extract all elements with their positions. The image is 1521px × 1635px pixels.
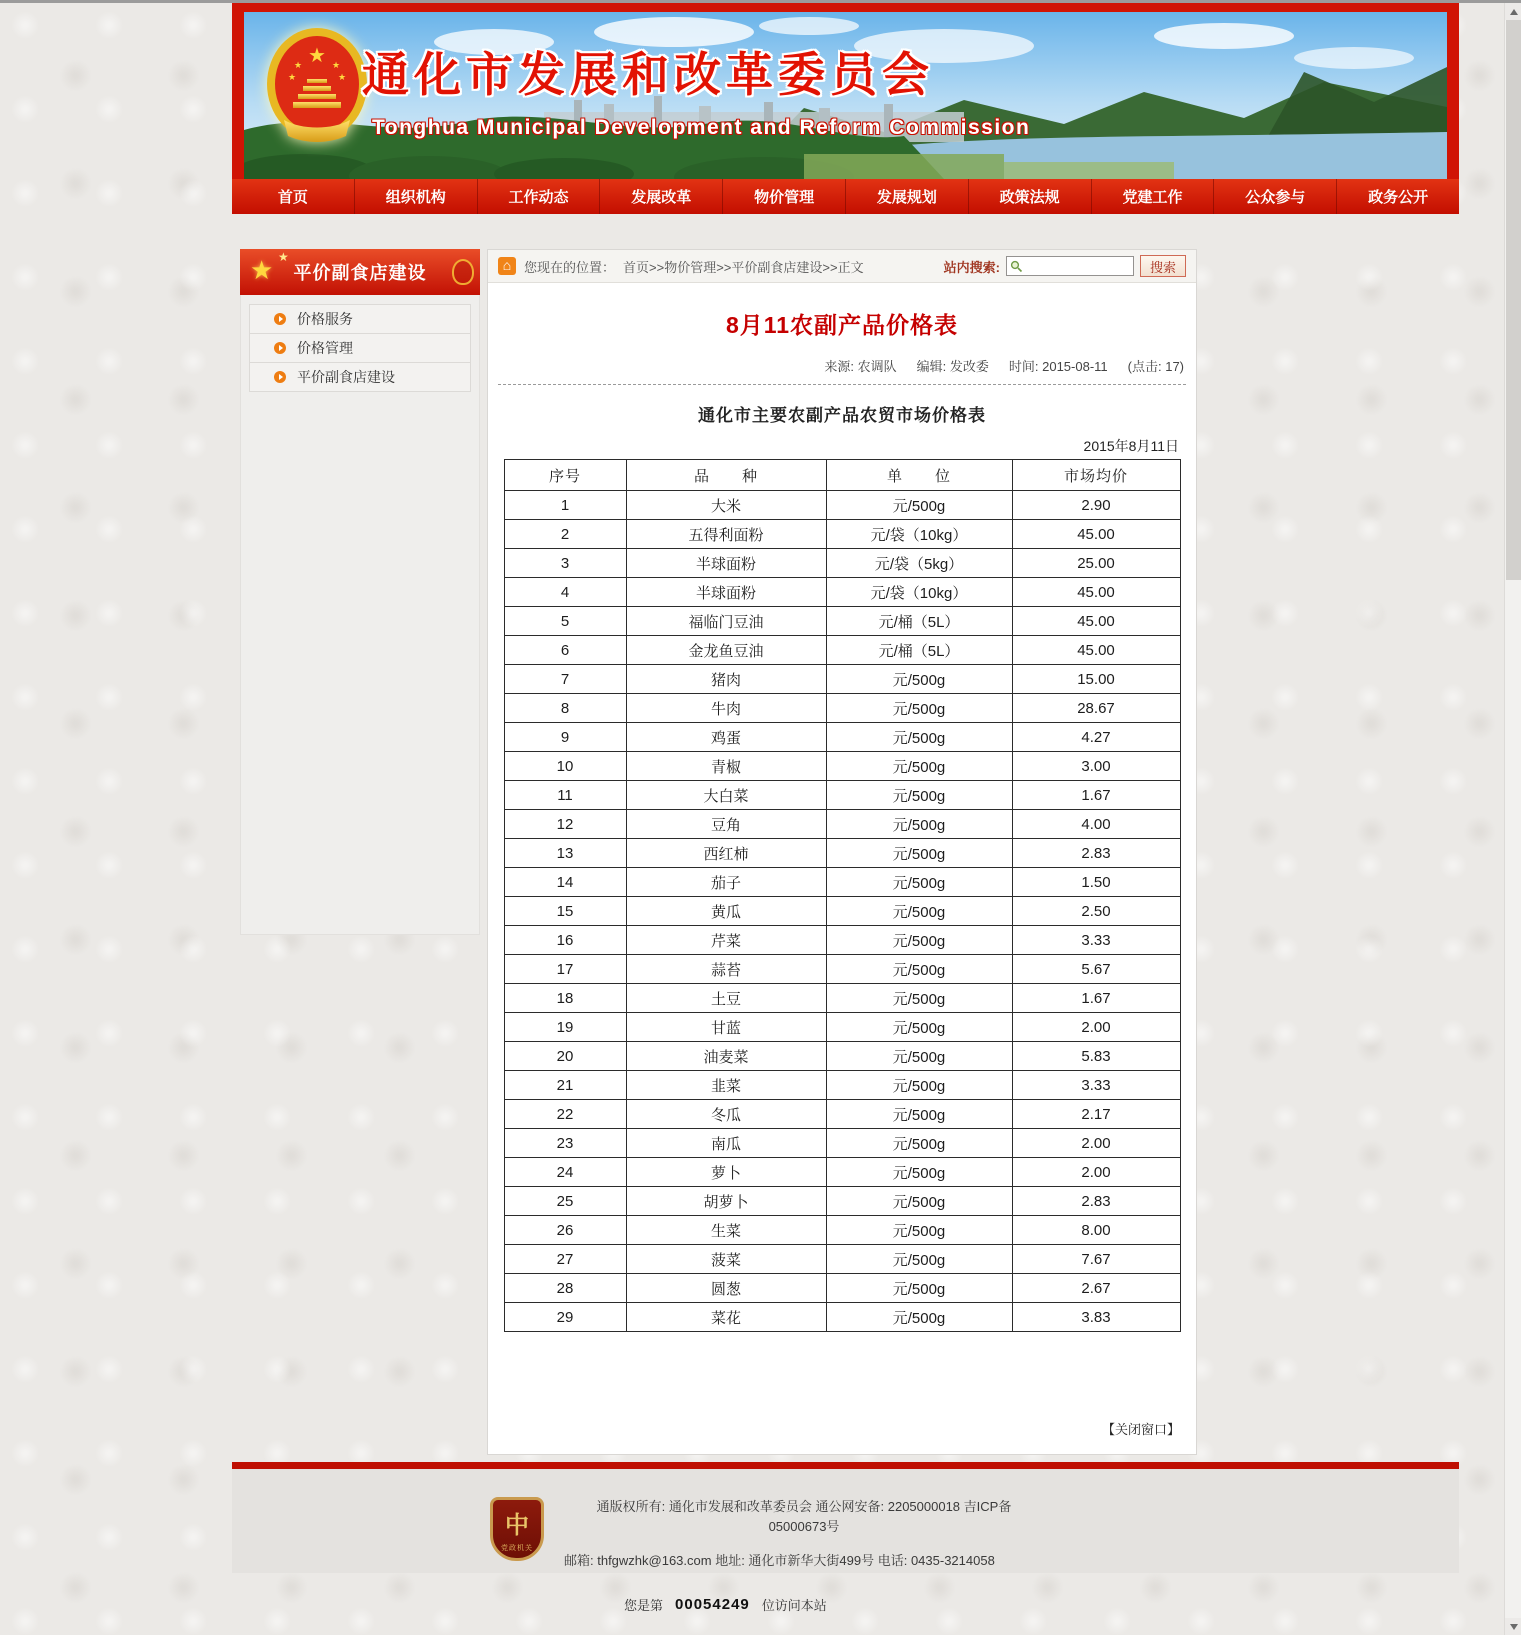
table-row <box>504 781 1180 810</box>
content-panel <box>487 249 1197 1455</box>
table-cell: 22 <box>504 1100 626 1129</box>
table-cell: 18 <box>504 984 626 1013</box>
svg-text:★: ★ <box>287 73 297 83</box>
table-row <box>504 868 1180 897</box>
nav-item-3[interactable]: 发展改革 <box>600 179 723 214</box>
table-cell: 元/500g <box>826 868 1012 897</box>
search-label: 站内搜索: <box>943 259 1000 275</box>
arrow-circle-icon <box>274 371 286 383</box>
table-cell: 元/500g <box>826 1013 1012 1042</box>
column-header: 单 位 <box>826 460 1012 491</box>
table-cell: 15.00 <box>1012 665 1180 694</box>
footer-red-bar <box>232 1462 1459 1469</box>
table-cell: 豆角 <box>626 810 826 839</box>
badge-glyph: 中 <box>505 1512 529 1539</box>
table-cell: 3.33 <box>1012 926 1180 955</box>
party-government-badge-icon <box>490 1497 544 1561</box>
table-cell: 猪肉 <box>626 665 826 694</box>
table-cell: 元/500g <box>826 926 1012 955</box>
scroll-up-button[interactable] <box>1505 3 1521 20</box>
table-cell: 3.00 <box>1012 752 1180 781</box>
table-cell: 10 <box>504 752 626 781</box>
table-cell: 21 <box>504 1071 626 1100</box>
table-cell: 元/500g <box>826 810 1012 839</box>
table-cell: 8 <box>504 694 626 723</box>
table-cell: 冬瓜 <box>626 1100 826 1129</box>
table-cell: 17 <box>504 955 626 984</box>
table-cell: 9 <box>504 723 626 752</box>
table-cell: 甘蓝 <box>626 1013 826 1042</box>
table-cell: 生菜 <box>626 1216 826 1245</box>
table-cell: 7 <box>504 665 626 694</box>
table-row <box>504 752 1180 781</box>
national-emblem-icon <box>262 24 372 150</box>
table-cell: 2.90 <box>1012 491 1180 520</box>
star-icon: ★ <box>250 255 275 285</box>
table-cell: 半球面粉 <box>626 549 826 578</box>
table-cell: 2.00 <box>1012 1158 1180 1187</box>
column-header: 品 种 <box>626 460 826 491</box>
search-input-box <box>1006 256 1134 276</box>
table-cell: 27 <box>504 1245 626 1274</box>
table-cell: 19 <box>504 1013 626 1042</box>
table-cell: 元/500g <box>826 1303 1012 1332</box>
search-button[interactable]: 搜索 <box>1140 255 1186 277</box>
price-table <box>504 459 1181 1332</box>
table-row <box>504 1274 1180 1303</box>
table-cell: 5 <box>504 607 626 636</box>
counter-suffix: 位访问本站 <box>761 1598 827 1613</box>
table-cell: 元/500g <box>826 1187 1012 1216</box>
price-table-date: 2015年8月11日 <box>1083 438 1179 454</box>
footer-copyright-line2: 05000673号 <box>768 1519 840 1535</box>
svg-text:★: ★ <box>331 61 341 71</box>
table-row <box>504 665 1180 694</box>
table-cell: 元/500g <box>826 1129 1012 1158</box>
table-row <box>504 1158 1180 1187</box>
table-row <box>504 520 1180 549</box>
table-cell: 29 <box>504 1303 626 1332</box>
table-cell: 3 <box>504 549 626 578</box>
svg-text:★: ★ <box>308 43 326 67</box>
table-cell: 韭菜 <box>626 1071 826 1100</box>
table-cell: 2.67 <box>1012 1274 1180 1303</box>
table-row <box>504 810 1180 839</box>
table-row <box>504 955 1180 984</box>
sidebar-item-2[interactable] <box>249 362 471 392</box>
site-search <box>944 255 1186 277</box>
table-row <box>504 897 1180 926</box>
table-cell: 2.83 <box>1012 839 1180 868</box>
scrollbar[interactable] <box>1504 3 1521 1635</box>
table-cell: 23 <box>504 1129 626 1158</box>
table-cell: 元/500g <box>826 781 1012 810</box>
table-cell: 元/500g <box>826 1274 1012 1303</box>
breadcrumb-label: 您现在的位置： <box>524 259 616 275</box>
table-cell: 28.67 <box>1012 694 1180 723</box>
article-meta <box>488 356 1196 375</box>
table-cell: 大白菜 <box>626 781 826 810</box>
star-icon: ★ <box>278 250 290 264</box>
table-cell: 元/500g <box>826 752 1012 781</box>
site-banner <box>232 3 1459 179</box>
table-row <box>504 839 1180 868</box>
table-cell: 16 <box>504 926 626 955</box>
nav-item-5[interactable]: 发展规划 <box>846 179 969 214</box>
table-cell: 牛肉 <box>626 694 826 723</box>
table-cell: 五得利面粉 <box>626 520 826 549</box>
table-cell: 萝卜 <box>626 1158 826 1187</box>
table-cell: 26 <box>504 1216 626 1245</box>
nav-item-2[interactable]: 工作动态 <box>478 179 601 214</box>
column-header: 市场均价 <box>1012 460 1180 491</box>
table-cell: 1 <box>504 491 626 520</box>
svg-text:★: ★ <box>337 73 347 83</box>
table-cell: 3.33 <box>1012 1071 1180 1100</box>
sidebar-item-label: 平价副食店建设 <box>297 369 395 385</box>
table-row <box>504 1303 1180 1332</box>
nav-item-0[interactable]: 首页 <box>232 179 355 214</box>
chevron-up-icon <box>1510 9 1518 15</box>
scrollbar-thumb[interactable] <box>1506 20 1521 580</box>
counter-prefix: 您是第 <box>624 1598 664 1613</box>
table-row <box>504 1245 1180 1274</box>
table-cell: 元/500g <box>826 723 1012 752</box>
table-cell: 元/500g <box>826 1158 1012 1187</box>
table-cell: 圆葱 <box>626 1274 826 1303</box>
sidebar-item-label: 价格管理 <box>297 340 353 356</box>
banner-landscape-image <box>244 12 1447 179</box>
table-cell: 4.00 <box>1012 810 1180 839</box>
table-cell: 蒜苔 <box>626 955 826 984</box>
search-icon <box>1010 260 1023 273</box>
sidebar-header <box>240 249 480 295</box>
table-cell: 元/500g <box>826 839 1012 868</box>
sidebar <box>240 249 480 935</box>
footer-copyright-line1: 通版权所有: 通化市发展和改革委员会 通公网安备: 2205000018 吉ICP备 <box>596 1499 1012 1514</box>
price-table-body <box>504 491 1180 1332</box>
table-cell: 1.50 <box>1012 868 1180 897</box>
table-cell: 8.00 <box>1012 1216 1180 1245</box>
table-row <box>504 549 1180 578</box>
table-row <box>504 723 1180 752</box>
table-row <box>504 636 1180 665</box>
table-row <box>504 694 1180 723</box>
table-cell: 元/500g <box>826 665 1012 694</box>
table-cell: 1.67 <box>1012 781 1180 810</box>
table-cell: 12 <box>504 810 626 839</box>
meta-time: 时间: 2015-08-11 <box>1008 359 1108 374</box>
footer-contact: 邮箱: thfgwzhk@163.com 地址: 通化市新华大街499号 电话: 0435-3214058 <box>564 1553 995 1569</box>
table-row <box>504 578 1180 607</box>
table-cell: 15 <box>504 897 626 926</box>
arrow-circle-icon <box>274 313 286 325</box>
table-cell: 元/500g <box>826 984 1012 1013</box>
table-cell: 7.67 <box>1012 1245 1180 1274</box>
table-cell: 元/桶（5L） <box>826 607 1012 636</box>
table-row <box>504 1042 1180 1071</box>
table-cell: 20 <box>504 1042 626 1071</box>
nav-item-6[interactable]: 政策法规 <box>969 179 1092 214</box>
table-row <box>504 491 1180 520</box>
sidebar-item-0[interactable] <box>249 304 471 334</box>
table-cell: 4.27 <box>1012 723 1180 752</box>
badge-label: 党政机关 <box>501 1545 533 1552</box>
meta-clicks: (点击: 17) <box>1127 359 1184 374</box>
divider <box>498 384 1186 385</box>
search-input[interactable] <box>1025 257 1131 275</box>
nav-item-7[interactable]: 党建工作 <box>1092 179 1215 214</box>
table-cell: 南瓜 <box>626 1129 826 1158</box>
svg-text:★: ★ <box>293 61 303 71</box>
table-cell: 11 <box>504 781 626 810</box>
table-cell: 2.00 <box>1012 1013 1180 1042</box>
table-row <box>504 1013 1180 1042</box>
table-cell: 5.83 <box>1012 1042 1180 1071</box>
nav-item-9[interactable]: 政务公开 <box>1368 189 1429 206</box>
table-cell: 元/500g <box>826 1216 1012 1245</box>
table-cell: 2.83 <box>1012 1187 1180 1216</box>
table-row <box>504 984 1180 1013</box>
table-cell: 24 <box>504 1158 626 1187</box>
table-row <box>504 1071 1180 1100</box>
table-cell: 元/袋（5kg） <box>826 549 1012 578</box>
meta-source: 来源: 农调队 <box>824 359 897 374</box>
table-cell: 菜花 <box>626 1303 826 1332</box>
home-icon[interactable]: ⌂ <box>498 257 516 275</box>
close-window-link[interactable]: 【关闭窗口】 <box>1101 1422 1180 1437</box>
table-cell: 1.67 <box>1012 984 1180 1013</box>
breadcrumb[interactable]: 首页>>物价管理>>平价副食店建设>>正文 <box>623 259 864 275</box>
sidebar-item-1[interactable] <box>249 333 471 363</box>
table-cell: 芹菜 <box>626 926 826 955</box>
column-header: 序号 <box>504 460 626 491</box>
price-table-head-row <box>504 460 1180 491</box>
site-title-english: Tonghua Municipal Development and Reform Commission <box>372 116 1031 139</box>
table-cell: 半球面粉 <box>626 578 826 607</box>
table-row <box>504 1187 1180 1216</box>
table-cell: 元/500g <box>826 897 1012 926</box>
arrow-circle-icon <box>274 342 286 354</box>
table-row <box>504 926 1180 955</box>
table-cell: 大米 <box>626 491 826 520</box>
lantern-icon <box>452 259 474 285</box>
price-table-title: 通化市主要农副产品农贸市场价格表 <box>698 406 986 425</box>
table-cell: 福临门豆油 <box>626 607 826 636</box>
table-cell: 元/500g <box>826 1245 1012 1274</box>
table-cell: 金龙鱼豆油 <box>626 636 826 665</box>
table-cell: 25.00 <box>1012 549 1180 578</box>
table-cell: 油麦菜 <box>626 1042 826 1071</box>
table-cell: 元/500g <box>826 1071 1012 1100</box>
nav-item-8[interactable]: 公众参与 <box>1214 179 1337 214</box>
table-row <box>504 1129 1180 1158</box>
meta-editor: 编辑: 发改委 <box>916 359 989 374</box>
table-cell: 元/500g <box>826 1042 1012 1071</box>
table-cell: 土豆 <box>626 984 826 1013</box>
table-cell: 28 <box>504 1274 626 1303</box>
nav-item-1[interactable]: 组织机构 <box>355 179 478 214</box>
counter-number: 00054249 <box>675 1596 750 1613</box>
table-row <box>504 607 1180 636</box>
table-cell: 元/桶（5L） <box>826 636 1012 665</box>
table-cell: 鸡蛋 <box>626 723 826 752</box>
table-cell: 2 <box>504 520 626 549</box>
table-cell: 4 <box>504 578 626 607</box>
table-row <box>504 1100 1180 1129</box>
site-title: 通化市发展和改革委员会 <box>362 48 934 101</box>
table-cell: 元/袋（10kg） <box>826 578 1012 607</box>
table-cell: 元/500g <box>826 955 1012 984</box>
footer-copyright <box>564 1497 1044 1537</box>
table-cell: 45.00 <box>1012 636 1180 665</box>
sidebar-item-label: 价格服务 <box>297 311 353 327</box>
table-cell: 元/袋（10kg） <box>826 520 1012 549</box>
breadcrumb-bar <box>488 250 1196 283</box>
table-cell: 13 <box>504 839 626 868</box>
table-cell: 6 <box>504 636 626 665</box>
table-cell: 元/500g <box>826 1100 1012 1129</box>
sidebar-header-label: 平价副食店建设 <box>293 263 427 283</box>
chevron-down-icon <box>1510 1624 1518 1630</box>
nav-item-4[interactable]: 物价管理 <box>723 179 846 214</box>
table-cell: 元/500g <box>826 694 1012 723</box>
table-cell: 菠菜 <box>626 1245 826 1274</box>
sidebar-menu <box>240 295 480 935</box>
footer-text <box>564 1497 1044 1571</box>
nav-bar <box>232 179 1459 214</box>
table-cell: 45.00 <box>1012 520 1180 549</box>
table-cell: 2.50 <box>1012 897 1180 926</box>
table-row <box>504 1216 1180 1245</box>
table-cell: 45.00 <box>1012 578 1180 607</box>
page-wrapper <box>232 3 1459 1635</box>
article-title: 8月11农副产品价格表 <box>725 312 959 338</box>
table-cell: 2.17 <box>1012 1100 1180 1129</box>
table-cell: 茄子 <box>626 868 826 897</box>
table-cell: 5.67 <box>1012 955 1180 984</box>
table-cell: 胡萝卜 <box>626 1187 826 1216</box>
table-cell: 黄瓜 <box>626 897 826 926</box>
table-cell: 3.83 <box>1012 1303 1180 1332</box>
table-cell: 青椒 <box>626 752 826 781</box>
table-cell: 45.00 <box>1012 607 1180 636</box>
table-cell: 14 <box>504 868 626 897</box>
footer <box>232 1469 1459 1573</box>
visitor-counter <box>624 1595 827 1614</box>
table-cell: 25 <box>504 1187 626 1216</box>
table-cell: 西红柿 <box>626 839 826 868</box>
table-cell: 元/500g <box>826 491 1012 520</box>
table-cell: 2.00 <box>1012 1129 1180 1158</box>
scroll-down-button[interactable] <box>1505 1618 1521 1635</box>
